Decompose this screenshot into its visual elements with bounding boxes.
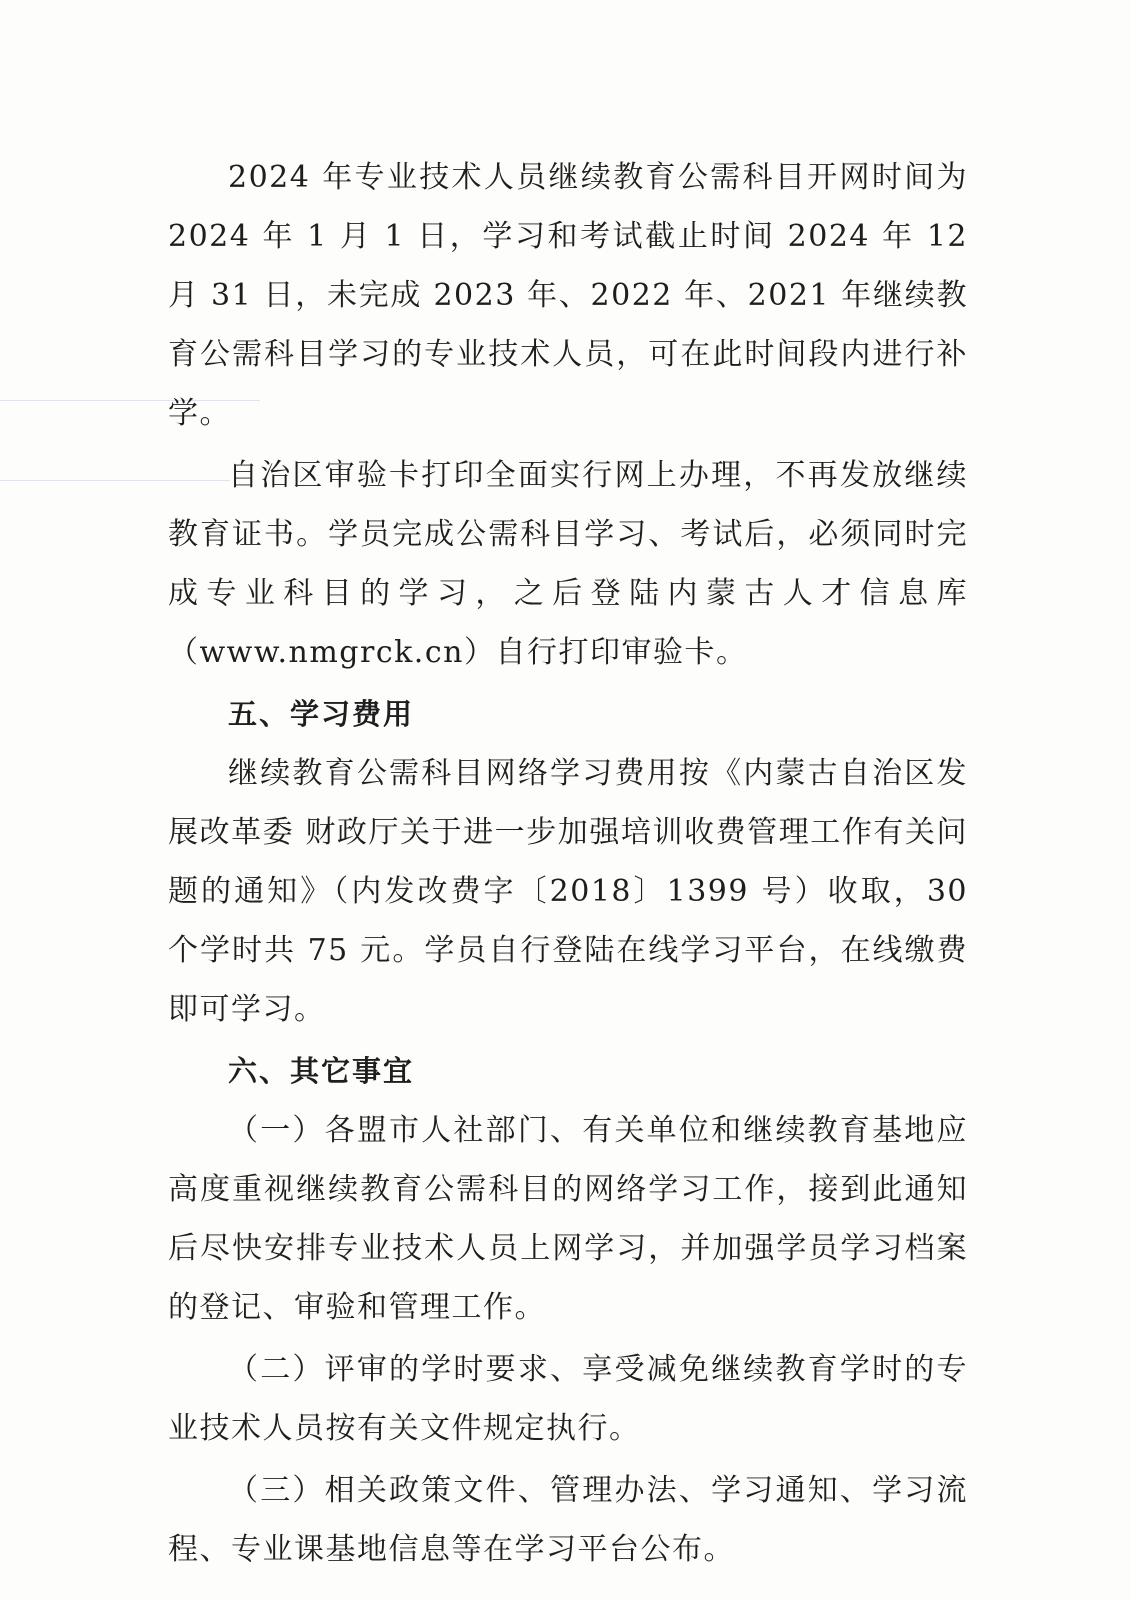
paragraph-item-two: （二）评审的学时要求、享受减免继续教育学时的专业技术人员按有关文件规定执行。 [168, 1352, 968, 1446]
section-heading-fees: 五、学习费用 [228, 697, 415, 731]
paragraph-fees: 继续教育公需科目网络学习费用按《内蒙古自治区发展改革委 财政厅关于进一步加强培训收费管理工作有关问题的通知》（内发改费字〔2018〕1399 号）收取，30 个学时共 75 元。学员自行登陆在线学习平台，在线缴费即可学习。 [168, 756, 968, 1027]
document-body [168, 148, 968, 1579]
paragraph-online-period: 2024 年专业技术人员继续教育公需科目开网时间为 2024 年 1 月 1 日，学习和考试截止时间 2024 年 12 月 31 日，未完成 2023 年、2022 年、2021 年继续教育公需科目学习的专业技术人员，可在此时间段内进行补学。 [168, 160, 968, 431]
paragraph-item-three: （三）相关政策文件、管理办法、学习通知、学习流程、专业课基地信息等在学习平台公布。 [168, 1473, 968, 1567]
section-heading-other-matters: 六、其它事宜 [228, 1054, 415, 1088]
paragraph-verification-card: 自治区审验卡打印全面实行网上办理，不再发放继续教育证书。学员完成公需科目学习、考试后，必须同时完成专业科目的学习，之后登陆内蒙古人才信息库（www.nmgrck.cn）自行打印审验卡。 [168, 458, 968, 670]
paragraph-item-one: （一）各盟市人社部门、有关单位和继续教育基地应高度重视继续教育公需科目的网络学习工作，接到此通知后尽快安排专业技术人员上网学习，并加强学员学习档案的登记、审验和管理工作。 [168, 1113, 968, 1325]
